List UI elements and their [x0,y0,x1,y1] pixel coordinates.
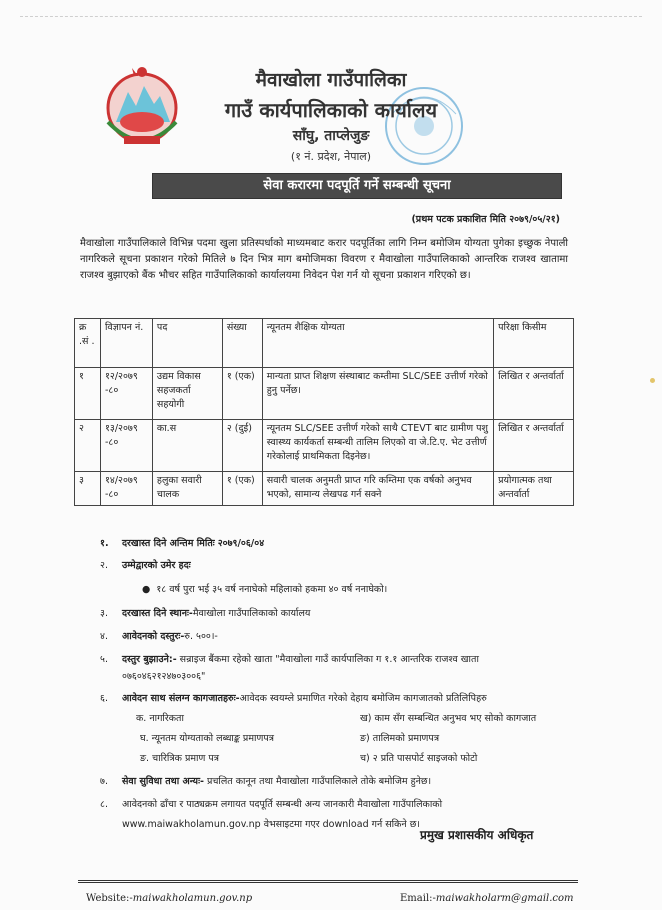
list-number: ८. [100,799,108,810]
list-number: १. [100,538,109,549]
list-item-fee-payment [100,652,479,665]
list-label: उम्मेद्वारको उमेर हदः [122,560,191,571]
list-value: आवेदनको ढाँचा र पाठ्यक्रम लगायत पदपूर्ति सम्बन्धी अन्य जानकारी मैवाखोला गाउँपालिकाको [122,799,443,810]
table-cell: २ [75,420,101,472]
table-cell: प्रयोगात्मक तथा अन्तर्वार्ता [494,472,574,506]
table-cell: सवारी चालक अनुमती प्राप्त गरि कम्तिमा एक वर्षको अनुभव भएको, सामान्य लेखपढ गर्न सक्ने [262,472,493,506]
list-number: २. [100,560,108,571]
col-header-post: पद [152,319,222,368]
list-number: ५. [100,654,108,665]
col-header-qualification: न्यूनतम शैक्षिक योग्यता [262,319,493,368]
table-cell: १३/२०७९ -८० [100,420,152,472]
footer-email-value: maiwakholarm@gmail.com [435,893,574,904]
table-cell: न्यूनतम SLC/SEE उत्तीर्ण गरेको साथै CTEVT बाट ग्रामीण पशु स्वास्थ्य कार्यकर्ता सम्बन्धी तालिम लिएको वा जे.टि.ए. भेट उत्तीर्ण गरेकोलाई प्राथमिकता दिइनेछ। [262,420,493,472]
doc-item: ङ) तालिमको प्रमाणपत्र [360,733,440,744]
table-cell: १ (एक) [222,368,262,420]
table-cell: का.स [152,420,222,472]
table-cell: २ (दुई) [222,420,262,472]
list-value: १८ वर्ष पुरा भई ३५ वर्ष ननाघेको महिलाको हकमा ४० वर्ष ननाघेको। [156,584,388,595]
top-border-line [20,16,642,17]
list-item-deadline [100,536,264,549]
list-value: सन्राइज बैंकमा रहेको खाता "मैवाखोला गाउँ कार्यपालिका ग १.१ आन्तरिक राजश्व खाता [179,654,479,665]
table-cell: लिखित र अन्तर्वार्ता [494,368,574,420]
list-item-age-bullet [142,582,387,595]
list-value: रु. ५००।- [184,631,218,642]
list-label: दस्तुर बुझाउने:- [122,654,177,665]
list-number: ६. [100,693,108,704]
list-number: ७. [100,776,108,787]
publication-date: (प्रथम पटक प्रकाशित मिति २०७९/०५/२१) [411,214,560,225]
list-label: आवेदनको दस्तुरः- [122,631,185,642]
header-municipality-name: मैवाखोला गाउँपालिका [255,69,407,91]
list-item-location [100,606,310,619]
col-header-exam-type: परिक्षा किसीम [494,319,574,368]
doc-item: ङ. चारित्रिक प्रमाण पत्र [140,753,220,764]
bullet-icon: ● [142,584,151,595]
table-cell: १ (एक) [222,472,262,506]
col-header-count: संख्या [222,319,262,368]
col-header-ad-no: विज्ञापन नं. [100,319,152,368]
table-row [75,472,574,506]
table-cell: १४/२०७९ -८० [100,472,152,506]
table-header-row [75,319,574,368]
list-value: २०७९/०६/०४ [217,538,265,549]
footer-divider [78,880,578,883]
list-item-benefits [100,774,431,787]
list-item-website-line: www.maiwakholamun.gov.np वेभसाइटमा गएर download गर्न सकिने छ। [122,819,420,830]
table-cell: ३ [75,472,101,506]
table-row [75,368,574,420]
header-location: साँघु, ताप्लेजुङ [292,128,370,144]
list-number: ३. [100,608,108,619]
vacancy-table [74,318,574,506]
col-header-sn: क्र .सं . [75,319,101,368]
list-value: प्रचलित कानून तथा मैवाखोला गाउँपालिकाले तोके बमोजिम हुनेछ। [206,776,432,787]
signature-title: प्रमुख प्रशासकीय अधिकृत [420,828,534,842]
list-label: सेवा सुविधा तथा अन्यः- [122,776,204,787]
list-value: मैवाखोला गाउँपालिकाको कार्यालय [192,608,311,619]
list-item-documents [100,691,487,704]
margin-mark [650,378,655,383]
notice-title: सेवा करारमा पदपूर्ति गर्ने सम्बन्धी सूचना [152,173,562,199]
list-label: दरखास्त दिने अन्तिम मितिः [122,538,215,549]
footer-website-value: maiwakholamun.gov.np [132,893,253,904]
footer-website [86,893,252,904]
header-office-name: गाउँ कार्यपालिकाको कार्यालय [224,98,438,122]
table-cell: १ [75,368,101,420]
footer-email [400,893,574,904]
table-row [75,420,574,472]
intro-paragraph: मैवाखोला गाउँपालिकाले विभिन्न पदमा खुला प्रतिस्पर्धाको माध्यमबाट करार पदपूर्तिका लागि निम्न बमोजिम योग्यता पुगेका इच्छुक नेपाली नागरिकले सूचना प्रकाशन गरेको मितिले ७ दिन भित्र माग बमोजिमका विवरण र मैवाखोला गाउँपालिकाको आन्तरिक राजश्व खातामा राजश्व बुझाएको बैंक भौचर सहित गाउँपालिकाको कार्यालयमा निवेदन पेश गर्न यो सूचना प्रकाशन गरिएको छ। [80,238,568,281]
footer-email-label: Email:- [400,893,436,904]
list-label: आवेदन साथ संलग्न कागजातहरुः- [122,693,240,704]
list-item-fee [100,629,218,642]
list-item-account-number: ०७६०४६२१२४७०३००६" [122,671,206,682]
table-cell: मान्यता प्राप्त शिक्षण संस्थाबाट कम्तीमा SLC/SEE उत्तीर्ण गरेको हुनु पर्नेछ। [262,368,493,420]
doc-item: ख) काम सँग सम्बन्धित अनुभव भए सोको कागजात [360,713,537,724]
doc-item: च) २ प्रति पासपोर्ट साइजको फोटो [360,753,478,764]
doc-item: घ. न्यूनतम योग्यताको लब्धाङ्क प्रमाणपत्र [140,733,274,744]
footer-website-label: Website:- [86,893,133,904]
header-province: (१ नं. प्रदेश, नेपाल) [290,150,372,163]
table-cell: १२/२०७९ -८० [100,368,152,420]
list-number: ४. [100,631,108,642]
table-cell: उद्यम विकास सहजकर्ता सहयोगी [152,368,222,420]
list-value: आवेदक स्वयम्ले प्रमाणित गरेको देहाय बमोजिम कागजातको प्रतिलिपिहरु [239,693,487,704]
table-cell: लिखित र अन्तर्वार्ता [494,420,574,472]
list-item-syllabus [100,797,442,810]
list-label: दरखास्त दिने स्थानः- [122,608,193,619]
list-item-age-limit [100,558,191,571]
table-cell: हलुका सवारी चालक [152,472,222,506]
doc-item: क. नागरिकता [136,713,184,724]
